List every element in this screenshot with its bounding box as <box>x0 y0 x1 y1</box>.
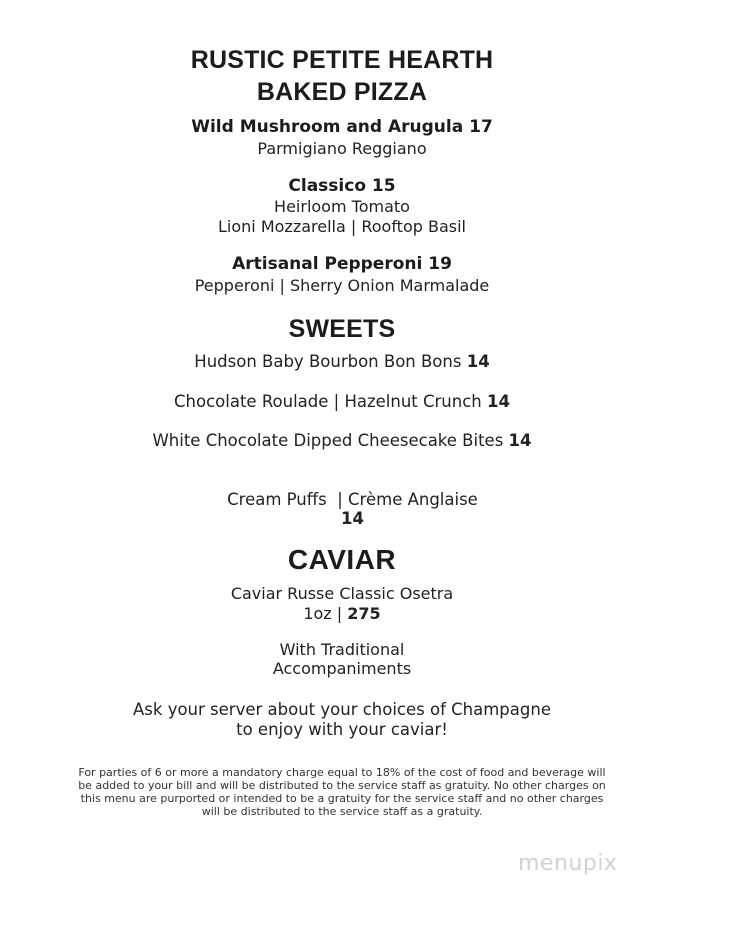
pizza-item-desc: Pepperoni | Sherry Onion Marmalade <box>194 276 490 295</box>
pizza-item-name: Classico 15 <box>288 176 396 196</box>
caviar-item-name: Caviar Russe Classic Osetra <box>230 584 454 603</box>
caviar-accompaniments-line2: Accompaniments <box>272 659 412 678</box>
sweet-item <box>0 392 684 411</box>
caviar-note-line2: to enjoy with your caviar! <box>236 720 448 739</box>
sweet-item-name: Cream Puffs | Crème Anglaise <box>227 490 478 509</box>
sweet-item-name: Chocolate Roulade | Hazelnut Crunch <box>174 392 482 411</box>
sweet-item-name: White Chocolate Dipped Cheesecake Bites <box>152 431 504 450</box>
pizza-section-title-line2: BAKED PIZZA <box>256 78 428 106</box>
pizza-item-desc: Parmigiano Reggiano <box>257 139 427 158</box>
gratuity-notice-line: For parties of 6 or more a mandatory charge equal to 18% of the cost of food and beverage will <box>78 766 606 779</box>
caviar-size: 1oz | <box>303 604 343 623</box>
sweet-item <box>0 471 684 547</box>
gratuity-notice-line: be added to your bill and will be distributed to the service staff as gratuity. No other charges on <box>78 779 606 792</box>
pizza-item-name: Wild Mushroom and Arugula 17 <box>191 117 493 137</box>
caviar-price: 275 <box>347 604 381 623</box>
pizza-section-title-line1: RUSTIC PETITE HEARTH <box>190 46 494 74</box>
pizza-item-desc: Heirloom Tomato <box>274 197 410 216</box>
sweet-item-price: 14 <box>508 431 532 450</box>
sweet-item-price: 14 <box>487 392 510 411</box>
caviar-note-line1: Ask your server about your choices of Champagne <box>133 700 551 719</box>
sweet-item-price: 14 <box>466 352 490 371</box>
sweets-section-title: SWEETS <box>288 315 396 343</box>
sweet-item <box>0 352 684 371</box>
gratuity-notice-line: this menu are purported or intended to be a gratuity for the service staff and no other charges <box>80 792 604 805</box>
sweet-item-price: 14 <box>341 509 364 528</box>
menupix-watermark: menupix <box>518 851 618 876</box>
sweet-item <box>0 431 684 450</box>
caviar-accompaniments-line1: With Traditional <box>279 640 405 659</box>
caviar-item-size-price <box>0 604 684 623</box>
gratuity-notice-line: will be distributed to the service staff as a gratuity. <box>201 805 483 818</box>
pizza-item-desc: Lioni Mozzarella | Rooftop Basil <box>218 217 466 236</box>
sweet-item-name: Hudson Baby Bourbon Bon Bons <box>194 352 462 371</box>
pizza-item-name: Artisanal Pepperoni 19 <box>232 254 452 274</box>
caviar-section-title: CAVIAR <box>287 544 397 575</box>
